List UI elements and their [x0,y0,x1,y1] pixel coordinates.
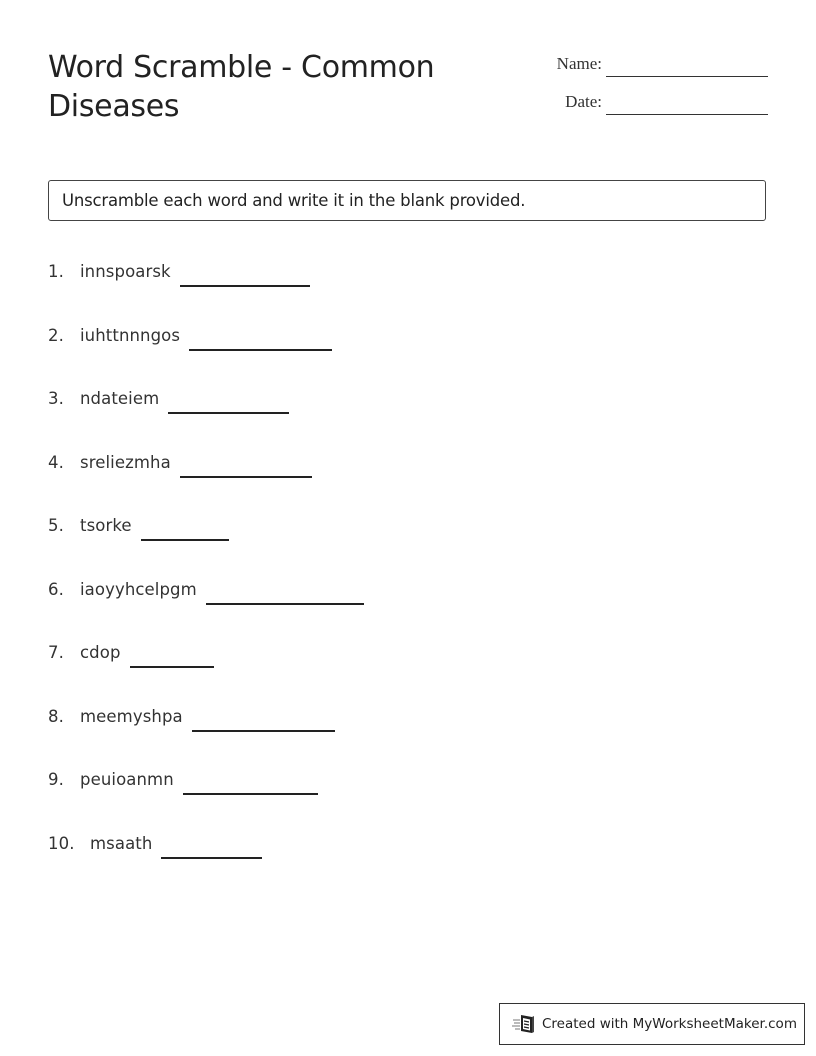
answer-blank[interactable] [130,666,214,668]
list-item [48,580,364,644]
worksheet-maker-logo-icon [512,1013,536,1035]
scrambled-word: sreliezmha [80,452,171,472]
answer-blank[interactable] [183,793,318,795]
answer-blank[interactable] [180,476,312,478]
item-number: 8. [48,706,64,726]
date-field [530,92,770,116]
list-item [48,516,364,580]
item-number: 7. [48,643,64,662]
list-item [48,453,364,517]
item-number: 3. [48,389,64,408]
instructions-box [48,180,766,221]
name-label: Name: [556,54,602,73]
credit-badge[interactable] [499,1003,805,1045]
date-blank-line[interactable] [606,114,768,115]
answer-blank[interactable] [180,285,310,287]
scrambled-word: ndateiem [80,389,160,408]
name-blank-line[interactable] [606,76,768,77]
list-item [48,389,364,453]
scrambled-word: meemyshpa [80,706,183,726]
answer-blank[interactable] [168,412,289,414]
instructions-text: Unscramble each word and write it in the blank provided. [62,191,526,210]
item-number: 6. [48,579,64,599]
worksheet-title: Word Scramble - Common Diseases [48,50,435,124]
scramble-list [48,262,364,897]
item-number: 2. [48,325,64,345]
list-item [48,834,364,898]
item-number: 1. [48,262,64,281]
item-number: 9. [48,770,64,789]
answer-blank[interactable] [206,603,364,605]
list-item [48,262,364,326]
scrambled-word: peuioanmn [80,770,174,789]
item-number: 4. [48,452,64,472]
answer-blank[interactable] [141,539,229,541]
scrambled-word: tsorke [80,516,132,535]
item-number: 5. [48,516,64,535]
list-item [48,643,364,707]
scrambled-word: msaath [90,833,153,853]
scrambled-word: iaoyyhcelpgm [80,579,197,599]
item-number: 10. [48,833,75,853]
answer-blank[interactable] [189,349,332,351]
list-item [48,770,364,834]
scrambled-word: iuhttnnngos [80,325,181,345]
answer-blank[interactable] [192,730,335,732]
name-field [530,54,770,78]
scrambled-word: cdop [80,643,121,662]
scrambled-word: innspoarsk [80,262,171,281]
list-item [48,326,364,390]
answer-blank[interactable] [161,857,262,859]
credit-text: Created with MyWorksheetMaker.com [542,1016,797,1032]
date-label: Date: [565,92,602,111]
list-item [48,707,364,771]
